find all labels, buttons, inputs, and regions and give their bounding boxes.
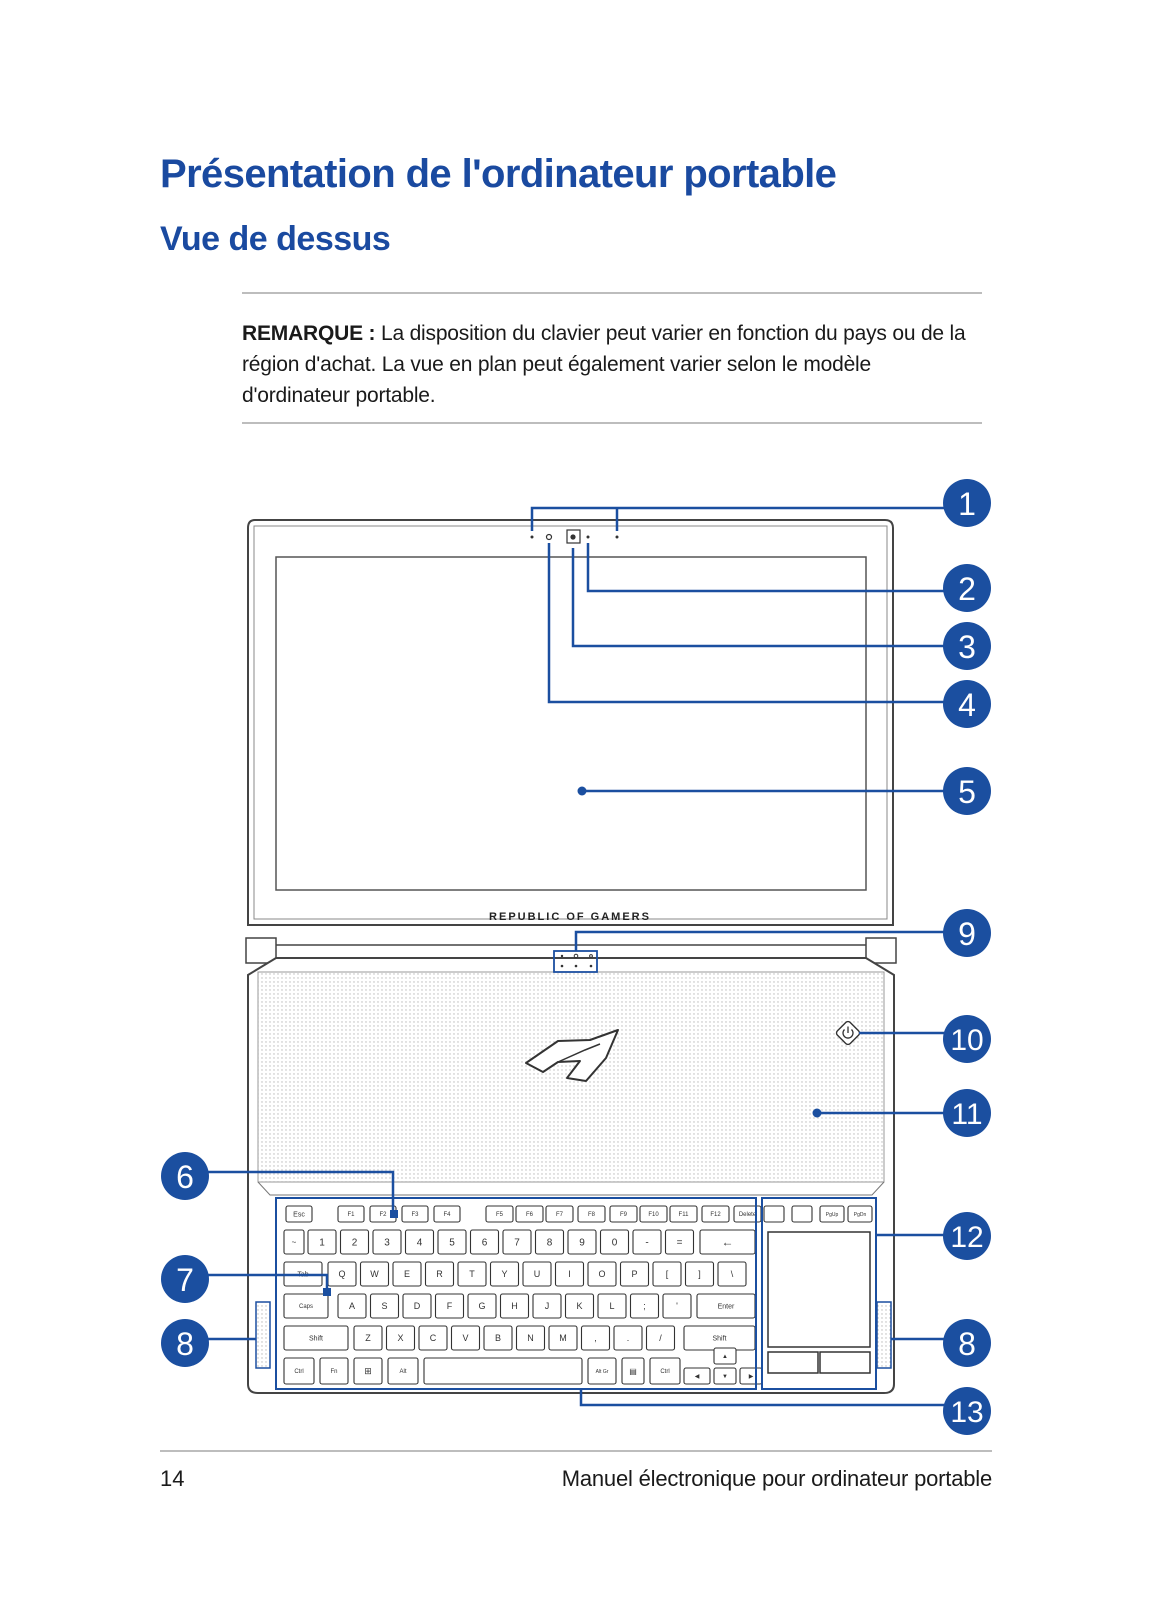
key-label-z-5: N [527,1333,534,1344]
key-label-a-0: A [348,1301,356,1312]
key-fn[interactable] [320,1358,348,1384]
key-q-12[interactable] [718,1262,746,1286]
key-z-4[interactable] [484,1326,512,1350]
key-label-z-8: . [626,1333,630,1344]
key-label-altgr: Alt Gr [595,1368,609,1375]
callout-7-label: 7 [176,1262,194,1298]
key-label-z-1: X [397,1333,404,1344]
key-right[interactable] [740,1368,762,1384]
key-q-3[interactable] [426,1262,454,1286]
display-panel [276,557,866,890]
callout-10 [943,1015,991,1063]
key-label-q-9: P [631,1269,638,1280]
key-label-menu: ▤ [629,1366,637,1376]
key-label-z-9: / [659,1333,662,1344]
array-microphone-left [531,536,534,539]
key-label-q-7: I [568,1269,571,1280]
array-microphone-right [616,536,619,539]
note-text: La disposition du clavier peut varier en fonction du pays ou de la région d'achat. La vue en plan peut également varier selon le modèle d'ordinateur portable. [242,322,966,407]
key-z-8[interactable] [614,1326,642,1350]
page-title: Présentation de l'ordinateur portable [160,152,837,196]
key-win[interactable] [354,1358,382,1384]
key-label-q-2: E [403,1269,411,1280]
key-rog[interactable] [792,1206,812,1222]
key-q-9[interactable] [621,1262,649,1286]
key-label-num-2: 3 [384,1237,390,1249]
key-label-tab: Tab [297,1271,309,1279]
key-label-q-8: O [598,1269,606,1280]
speaker-right [877,1302,891,1368]
callout-10-label: 10 [950,1024,984,1057]
key-f1[interactable] [338,1206,364,1222]
key-label-f13: Delete [738,1212,757,1219]
key-label-num-7: 8 [546,1237,553,1249]
key-f9[interactable] [610,1206,637,1222]
key-left[interactable] [684,1368,710,1384]
key-label-num-8: 9 [579,1237,585,1249]
brand-text: REPUBLIC OF GAMERS [489,911,651,923]
key-num-6[interactable] [503,1230,531,1254]
key-label-rctrl: Ctrl [660,1369,670,1376]
key-label-num-4: 5 [449,1237,455,1249]
key-label-f7: F7 [555,1212,564,1219]
camera-indicator [587,536,590,539]
key-esc[interactable] [286,1206,312,1222]
key-label-num-0: 1 [319,1237,325,1249]
key-label-f6: F6 [525,1212,534,1219]
key-label-a-1: S [381,1301,388,1312]
key-label-z-7: , [594,1333,597,1344]
key-num-9[interactable] [601,1230,629,1254]
key-armoury[interactable] [764,1206,784,1222]
key-q-7[interactable] [556,1262,584,1286]
callout-8-right-label: 8 [958,1326,976,1362]
key-lalt[interactable] [388,1358,418,1384]
callout-12 [943,1212,991,1260]
key-z-0[interactable] [354,1326,382,1350]
key-label-num-10: - [645,1237,649,1249]
note-label: REMARQUE : [242,322,376,345]
key-label-esc: Esc [293,1211,305,1219]
key-a-0[interactable] [338,1294,366,1318]
key-a-4[interactable] [468,1294,496,1318]
key-label-f3: F3 [411,1212,419,1219]
key-label-f4: F4 [443,1212,451,1219]
key-a-7[interactable] [566,1294,594,1318]
key-label-pgdn: PgDn [853,1211,867,1218]
key-label-z-3: V [462,1333,469,1344]
key-a-3[interactable] [436,1294,464,1318]
key-label-right: ▶ [748,1374,754,1381]
key-label-q-5: Y [501,1269,508,1280]
key-q-1[interactable] [361,1262,389,1286]
callout-9-label: 9 [958,916,976,952]
key-altgr[interactable] [588,1358,616,1384]
key-a-6[interactable] [533,1294,561,1318]
key-f12[interactable] [702,1206,729,1222]
key-num-2[interactable] [373,1230,401,1254]
key-label-num-1: 2 [351,1237,358,1249]
key-a-10[interactable] [663,1294,691,1318]
key-f5[interactable] [486,1206,513,1222]
key-f6[interactable] [516,1206,543,1222]
key-label-rshift: Shift [712,1335,727,1343]
touchpad-right-button [820,1352,870,1373]
key-label-lctrl: Ctrl [294,1369,304,1376]
key-a-2[interactable] [403,1294,431,1318]
key-rshift[interactable] [684,1326,755,1350]
callout-3 [943,622,991,670]
key-z-9[interactable] [647,1326,675,1350]
callout-13-label: 13 [950,1396,984,1429]
page-number: 14 [160,1466,185,1491]
speaker-left [256,1302,270,1368]
key-label-q-3: R [436,1269,443,1280]
key-q-10[interactable] [653,1262,681,1286]
key-label-f2: F2 [379,1212,387,1219]
key-space[interactable] [424,1358,582,1384]
key-num-11[interactable] [666,1230,694,1254]
key-z-5[interactable] [517,1326,545,1350]
key-label-num-5: 6 [481,1237,488,1249]
key-label-z-0: Z [365,1333,371,1344]
key-label-f12: F12 [710,1212,721,1219]
key-z-1[interactable] [387,1326,415,1350]
key-label-f8: F8 [587,1212,596,1219]
key-label-backspace: ← [721,1235,734,1250]
key-label-f11: F11 [678,1212,689,1219]
key-label-num-9: 0 [611,1237,618,1249]
callout-8-right [943,1319,991,1367]
key-label-enter: Enter [717,1303,735,1311]
key-down[interactable] [714,1368,736,1384]
key-num-5[interactable] [471,1230,499,1254]
key-label-q-6: U [533,1269,541,1280]
callout-12-label: 12 [950,1221,984,1254]
key-label-q-11: ] [698,1269,701,1280]
key-label-q-0: Q [338,1269,346,1280]
section-subtitle: Vue de dessus [160,220,391,258]
callout-11-label: 11 [951,1098,983,1131]
touchpad [768,1232,870,1347]
callout-8-left-label: 8 [176,1326,194,1362]
key-num-0[interactable] [308,1230,336,1254]
key-lctrl[interactable] [284,1358,314,1384]
key-a-8[interactable] [598,1294,626,1318]
key-pgdn[interactable] [848,1206,872,1222]
callout-11 [943,1089,991,1137]
key-caps[interactable] [284,1294,328,1318]
key-label-a-2: D [413,1301,421,1312]
key-label-a-9: ; [643,1301,646,1312]
key-label-f1: F1 [347,1212,355,1219]
key-tilde[interactable] [284,1230,304,1254]
callout-8-left [161,1319,209,1367]
touchpad-left-button [768,1352,818,1373]
callout-13 [943,1387,991,1435]
callout-2 [943,564,991,612]
key-label-num-6: 7 [514,1237,520,1249]
key-q-5[interactable] [491,1262,519,1286]
callout-9 [943,909,991,957]
key-label-a-5: H [511,1301,518,1312]
camera-lens [570,534,575,539]
key-label-a-7: K [576,1301,583,1312]
key-z-3[interactable] [452,1326,480,1350]
footer-rule [160,1450,992,1452]
key-lshift[interactable] [284,1326,348,1350]
key-label-lshift: Shift [308,1335,324,1343]
key-label-tilde: ~ [291,1237,297,1247]
key-label-z-2: C [429,1333,437,1344]
key-label-num-3: 4 [416,1237,423,1249]
key-pgup[interactable] [820,1206,844,1222]
key-label-pgup: PgUp [825,1211,839,1218]
callout-2-label: 2 [958,571,976,607]
callout-4 [943,680,991,728]
key-label-f5: F5 [495,1212,504,1219]
key-a-9[interactable] [631,1294,659,1318]
callout-5-label: 5 [958,774,976,810]
callout-1 [943,479,991,527]
key-label-fn: Fn [330,1369,338,1376]
key-num-1[interactable] [341,1230,369,1254]
key-label-num-11: = [676,1237,683,1249]
key-num-7[interactable] [536,1230,564,1254]
key-q-2[interactable] [393,1262,421,1286]
key-num-3[interactable] [406,1230,434,1254]
key-rctrl[interactable] [650,1358,680,1384]
key-enter[interactable] [697,1294,755,1318]
key-label-z-6: M [559,1333,567,1344]
key-q-6[interactable] [523,1262,551,1286]
laptop-lid [248,520,893,925]
key-label-a-6: J [544,1301,550,1312]
key-f4[interactable] [434,1206,460,1222]
key-a-5[interactable] [501,1294,529,1318]
key-label-a-4: G [478,1301,486,1312]
key-z-2[interactable] [419,1326,447,1350]
footer-title: Manuel électronique pour ordinateur portable [561,1466,992,1491]
key-label-q-10: [ [665,1269,669,1280]
key-up[interactable] [714,1348,736,1364]
key-num-4[interactable] [438,1230,466,1254]
key-q-8[interactable] [588,1262,616,1286]
key-f3[interactable] [402,1206,428,1222]
key-label-q-4: T [469,1269,475,1280]
key-label-a-10: ' [676,1301,678,1312]
key-q-4[interactable] [458,1262,486,1286]
callout-5 [943,767,991,815]
key-label-win: ⊞ [364,1366,372,1377]
key-q-0[interactable] [328,1262,356,1286]
key-f11[interactable] [670,1206,697,1222]
callout-3-label: 3 [958,629,976,665]
callout-7 [161,1255,209,1303]
key-label-lalt: Alt [399,1369,407,1376]
key-z-6[interactable] [549,1326,577,1350]
key-f10[interactable] [640,1206,667,1222]
key-label-up: ▲ [722,1354,728,1361]
key-f7[interactable] [546,1206,573,1222]
key-label-z-4: B [494,1333,502,1344]
key-label-a-3: F [446,1301,453,1312]
key-menu[interactable] [622,1358,644,1384]
callout-6 [161,1152,209,1200]
callout-4-label: 4 [958,687,976,723]
key-backspace[interactable] [700,1230,755,1254]
key-q-11[interactable] [686,1262,714,1286]
key-label-left: ◀ [694,1374,700,1381]
key-a-1[interactable] [371,1294,399,1318]
key-num-8[interactable] [568,1230,596,1254]
key-label-down: ▼ [722,1374,728,1381]
key-label-f9: F9 [619,1212,628,1219]
key-f8[interactable] [578,1206,605,1222]
key-label-a-8: L [609,1301,615,1312]
callout-6-label: 6 [176,1159,194,1195]
key-label-q-12: \ [730,1269,734,1280]
key-label-q-1: W [370,1269,379,1280]
callout-1-label: 1 [958,486,976,522]
key-num-10[interactable] [633,1230,661,1254]
key-label-f10: F10 [648,1212,659,1219]
key-z-7[interactable] [582,1326,610,1350]
key-label-caps: Caps [298,1304,314,1311]
